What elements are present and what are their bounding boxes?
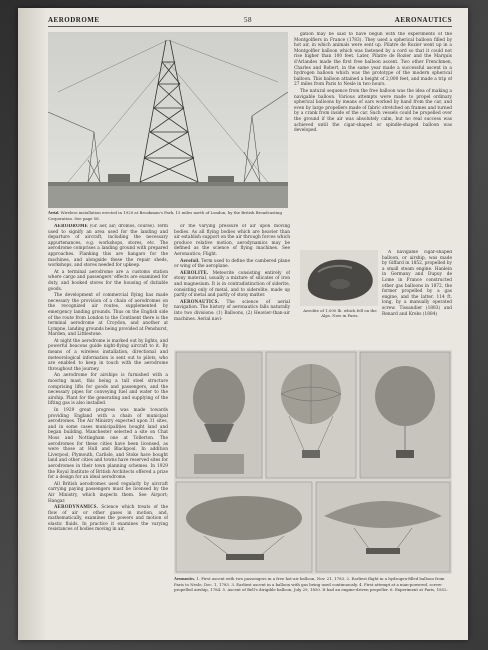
aerodrome-para-2: At a terminal aerodrome are a customs station where cargo and passengers' effects are examined for duty, and booked stores for the housing of dutiable goods. [48,269,168,292]
headword-aeronautics: AERONAUTICS. [180,299,220,305]
wireless-tower-photo [48,32,288,208]
balloon-plate-caption [174,576,452,636]
aerodynamics-para: Science which treats of the flow of air or other gases in motion, and, mathematically, examines the powers and motion of elastic fluids. In practice it examines the varying resistances of bodies moving in air, [48,505,168,533]
aerolite-photo [300,250,378,306]
aeronautics-para: The science of aerial navigation. The history of aeronautics falls naturally into two divisions: (1) Balloons, (2) Heavier-than-air machines. Aerial navi- [174,299,290,322]
right-column-airship-text [382,250,452,348]
page-curl-shadow [18,8,48,640]
tower-photo-caption [48,210,288,221]
aerodynamics-continued: or the varying pressure of air upon moving bodies. As all flying bodies which are heavier than air establish support on the air through forces which produce relative motion, aerodynamics may be defined as the science of flying machines. See Aeronautics; Flight. [174,224,290,257]
airship-para: A navigable cigar-shaped balloon, or airship, was made by Giffard in 1852, propelled by a small steam engine. Hanlein in Germany and Dupuy de Lome in France constructed other gas balloons in 1872, the former propelled by a gas engine, and the latter, 114 ft. long, by a manually operated screw. Tissandier (1883) and Renard and Krebs (1884) [382,250,452,317]
aerodrome-para-6: In 1929 great progress was made towards providing England with a chain of municipal aerodromes. The Air Ministry expected upon 31 sites, and in some cases municipalities bought land and began building. Manchester selected a site on Chat Moss and Nottingham one at Tollerton. The aerodromes for these cities have been licensed, as were those at Hull and Blackpool. In addition Liverpool, Plymouth, Carlisle, and Stoke have bought land and other cities and towns have reserved sites for aerodromes in their town planning schemes. In 1929 the Royal Institute of British Architects offered a prize for a design for an ideal aerodrome. [48,408,168,481]
left-column [48,224,168,638]
aeronautics-history-1: gation may be said to have begun with the experiments of the Montgolfiers in France (1783). They used a spherical balloon filled by hot air, in which animals were sent up. Pilatre de Rozier went up in a Montgolfier balloon which was fastened by a cord so that it could not rise higher than 100 feet. Later, Pilatre de Rozier and the Marquis d'Arlandes made the first free balloon ascent. Two other Frenchmen, Charles and Robert, in the same year made a successful ascent in a hydrogen balloon which was the prototype of the modern spherical balloon. This balloon attained a height of 2,000 feet, and made a trip of 27 miles from Paris to Nesle in two hours. [294,32,452,88]
aerodrome-para-7: All British aerodromes used regularly by aircraft carrying paying passengers must be licensed by the Air Ministry, which inspects them. See Airport; Hangar. [48,481,168,504]
aerofoil-para: Term used to define the cambered plane or wing of the aeroplane. [174,258,290,270]
aerolite-illustration [300,250,378,306]
aerolite-para: Meteorite consisting entirely of stony material, usually a mixture of silicates of iron and magnesium. It is in contradistinction of siderite, consisting only of metal, and to siderolite, made up partly of metal and partly of stony matter. [174,270,290,299]
aerolite-caption: Aerolite of 1,000 lb. which fell on the Alps. Now in Paris. [303,308,377,318]
headword-aerodynamics: AERODYNAMICS. [54,505,99,511]
aerodrome-para-5: An aerodrome for airships is furnished with a mooring mast, this being a tall steel structure comprising lifts for goods and passengers, and the necessary pipes for conveying fuel and water to the airship. Plant for the generating and supplying of the lifting gas is also installed. [48,373,168,407]
tower-caption-lead: Aerial. [48,211,60,215]
aerodrome-para-4: At night the aerodrome is marked out by lights, and powerful beacons guide night-flying aircraft to it. By means of a wireless installation, directional and meteorological information is sent out to pilots, who are enabled to keep in touch with the aerodrome throughout the journey. [48,338,168,372]
balloon-caption-text: 1. First ascent with two passengers in a free hot-air balloon, Nov. 21, 1783. 2. Earliest flight in a hydrogen-filled balloon from Paris to Nesle, Dec. 1, 1783. 3. Earliest ascent in a balloon with gas being used continuously. 4. First attempt at a man-powered, screw-propelled airship, 1784. 5. Ascent of Bell's dirigible balloon, July 29, 1850. It had an engine-driven propeller. 6. Experiment at Paris, 1852. [174,576,448,592]
page-header [48,14,452,27]
aerodrome-para-1: (Gr. aer, air; dromos, course). Term used to signify an area used for the landing and departure of aircraft, including the necessary appurtenances, e.g. workshops, stores, etc. The aerodrome comprises a landing ground with prepared approaches. Flanking this are hangars for the machines, and alongside these the repair sheds, workshops, and stores needed for upkeep. [48,224,168,269]
balloon-plate [174,350,452,574]
tower-caption-text: Wireless installation erected in 1929 at Brookman's Park, 15 miles north of London, by the British Broadcasting Corporation. See page 58. [48,210,282,221]
middle-column [174,224,290,346]
header-right-term: AERONAUTICS [394,16,452,24]
headword-aerofoil: Aerofoil. [180,258,200,264]
aeronautics-history-2: The natural sequence from the free balloon was the idea of making a navigable balloon. Various attempts were made to propel ordinary spherical balloons by means of oars worked by hand from the car, and even by large propellers made of fabric stretched on frames and turned by a crank from inside of the car. Such vessels could be propelled over the ground if the air was absolutely calm, but no real success was achieved until the cigar-shaped or spindle-shaped balloon was developed. [294,88,452,134]
right-column [294,32,452,248]
page-number: 58 [244,16,252,24]
balloon-caption-lead: Aeronautics. [174,577,196,581]
headword-aerolite: AEROLITE. [180,270,209,276]
header-left-term: AERODROME [48,16,100,24]
balloon-engravings [174,350,452,574]
aerodrome-para-3: The development of commercial flying has made necessary the provision of a chain of aerodromes on the recognized air routes, supplemented by emergency landing grounds. Thus on the English side of the route from London to the Continent there is the terminal aerodrome at Croydon, and another at Lympne, landing grounds being provided at Penshurst, Marden, and Littlestone. [48,293,168,338]
encyclopedia-page [18,8,468,640]
headword-aerodrome: AERODROME [54,224,89,229]
wireless-tower-illustration [48,32,288,208]
